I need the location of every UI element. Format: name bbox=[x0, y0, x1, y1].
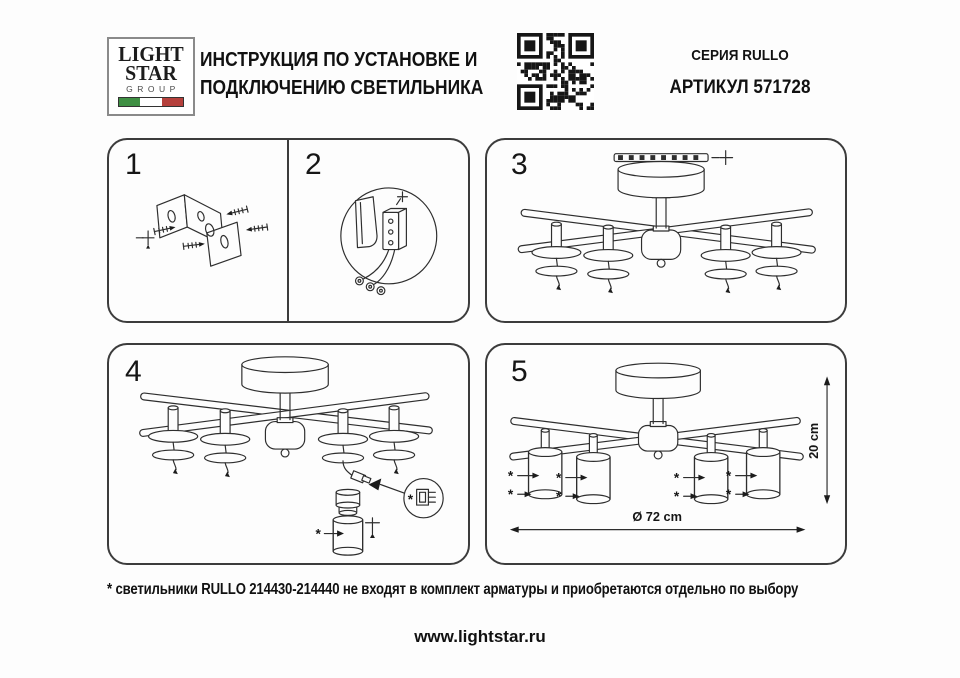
lamp-post bbox=[149, 406, 198, 460]
wiring-detail-drawing bbox=[341, 188, 437, 295]
screw-icon bbox=[366, 518, 380, 538]
diameter-dimension bbox=[510, 509, 806, 533]
height-dimension bbox=[806, 376, 830, 504]
central-hub bbox=[265, 422, 304, 457]
screw-icon bbox=[397, 192, 408, 205]
mounting-bracket-drawing bbox=[136, 195, 267, 266]
svg-text:*: * bbox=[725, 468, 732, 484]
step-4-number: 4 bbox=[125, 355, 142, 388]
step-3-number: 3 bbox=[511, 148, 528, 181]
panel-step-5 bbox=[485, 343, 847, 565]
canopy-and-stem bbox=[616, 363, 700, 426]
dowel-screw bbox=[226, 206, 248, 217]
page-title bbox=[200, 46, 483, 102]
step-2-number: 2 bbox=[305, 148, 322, 181]
screw-icon bbox=[136, 231, 154, 249]
italian-flag-bar bbox=[118, 97, 184, 107]
logo-group: GROUP bbox=[126, 84, 180, 94]
lamp-post bbox=[752, 222, 801, 290]
svg-text:*: * bbox=[725, 487, 732, 503]
panel-step-3 bbox=[485, 138, 847, 323]
step-5-number: 5 bbox=[511, 355, 528, 388]
lamp-post bbox=[370, 406, 419, 460]
step-4-diagram bbox=[109, 345, 468, 563]
series-label: СЕРИЯ RULLO bbox=[691, 47, 789, 64]
step-1-2-diagram bbox=[109, 140, 468, 321]
asterisk-marker: * bbox=[407, 492, 414, 508]
step-1-number: 1 bbox=[125, 148, 142, 181]
article-label: АРТИКУЛ 571728 bbox=[669, 77, 811, 98]
svg-text:*: * bbox=[673, 470, 680, 486]
canopy-and-stem bbox=[618, 162, 704, 231]
panel-step-4 bbox=[107, 343, 470, 565]
step-5-diagram bbox=[487, 345, 845, 563]
product-info bbox=[650, 47, 830, 99]
logo-light: LIGHT bbox=[118, 42, 184, 66]
logo-star: STAR bbox=[125, 61, 177, 85]
asterisk-marker: * bbox=[315, 526, 321, 542]
central-hub bbox=[639, 426, 678, 459]
height-dimension-label: 20 cm bbox=[806, 422, 822, 459]
lamp-post bbox=[532, 222, 581, 290]
svg-text:*: * bbox=[673, 489, 680, 505]
diameter-dimension-label: Ø 72 cm bbox=[632, 508, 682, 524]
qr-code-icon bbox=[517, 33, 594, 110]
connector-wire bbox=[343, 461, 371, 483]
dowel-screw bbox=[183, 241, 205, 250]
page-title-line2: ПОДКЛЮЧЕНИЮ СВЕТИЛЬНИКА bbox=[200, 77, 484, 99]
svg-text:*: * bbox=[556, 489, 562, 505]
terminal-detail-callout bbox=[369, 479, 444, 518]
qr-code bbox=[517, 33, 594, 110]
dowel-screw bbox=[246, 224, 268, 233]
svg-text:*: * bbox=[507, 468, 514, 484]
lightstar-logo bbox=[107, 37, 195, 116]
svg-text:*: * bbox=[507, 487, 514, 503]
central-hub bbox=[642, 230, 681, 267]
website-url: www.lightstar.ru bbox=[414, 627, 546, 646]
shade-assembly bbox=[333, 489, 362, 555]
screw-icon bbox=[712, 151, 733, 165]
page-title-line1: ИНСТРУКЦИЯ ПО УСТАНОВКЕ И bbox=[200, 49, 478, 71]
panel-steps-1-2 bbox=[107, 138, 470, 323]
svg-text:*: * bbox=[556, 470, 562, 486]
footnote: * светильники RULLO 214430-214440 не входят в комплект арматуры и приобретаются отдельно по выбору bbox=[107, 581, 799, 598]
step-3-diagram bbox=[487, 140, 845, 321]
